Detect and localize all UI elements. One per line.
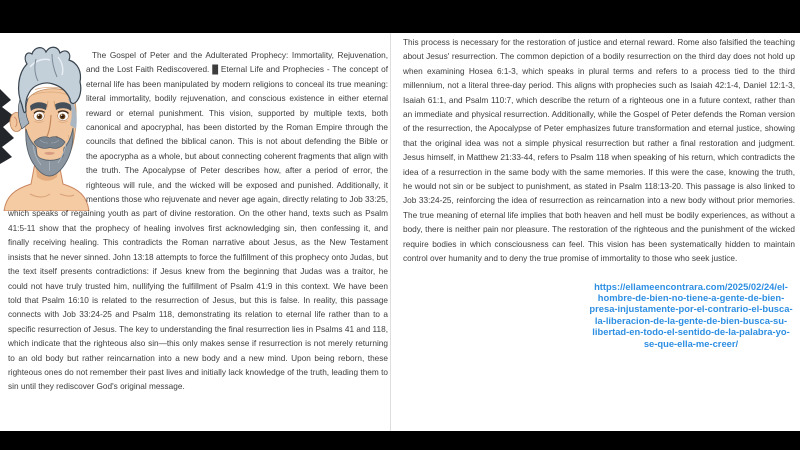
left-column (8, 49, 388, 395)
left-paragraph: The Gospel of Peter and the Adulterated Prophecy: Immortality, Rejuvenation, and the Lost Faith Rediscovered. █ Eternal Life and Prophecies - The concept of eternal life has been manipulated by modern religions to conceal its true meaning: literal immortality, bodily rejuvenation, and conscious existence in either eternal reward or eternal punishment. This vision, supported by multiple texts, both canonical and apocryphal, has been distorted by the Roman Empire through the councils that defined the biblical canon. This is not about defending the Bible or the apocrypha as a whole, but about connecting coherent fragments that align with the truth. The Apocalypse of Peter describes how, after a period of error, the righteous will rule, and the wicked will be exposed and punished. Additionally, it mentions those who rejuvenate and never age again, directly relating to Job 33:25, which speaks of regaining youth as part of divine restoration. On the other hand, texts such as Psalm 41:5-11 show that the prophecy of healing involves first acknowledging sin, then confessing it, and finally receiving healing. This contradicts the Roman narrative about Jesus, as the New Testament insists that he never sinned. John 13:18 attempts to force the fulfillment of this prophecy onto Judas, but the text itself presents contradictions: if Jesus knew from the beginning that Judas was a traitor, he could not have truly trusted him, nullifying the fulfillment of Psalm 41:9 in this context. We have been told that Psalm 16:10 is related to the resurrection of Jesus, but this is false. In reality, this passage connects with Job 33:24-25 and Psalm 118, demonstrating its relation to eternal life rather than to a specific resurrection of Jesus. The key to understanding the final resurrection lies in Psalms 41 and 118, which indicate that the righteous also sin—this only makes sense if resurrection is not merely returning to an old body but rather reincarnation into a new body and a new mind. Upon being reborn, these righteous ones do not remember their past lives and initially lack knowledge of the truth, leading them to sin until they rediscover God's original message. (8, 51, 388, 392)
column-divider (390, 33, 391, 431)
letterbox-top-bar (0, 0, 800, 33)
right-paragraph: This process is necessary for the restoration of justice and eternal reward. Rome also falsified the teaching about Jesus' resurrection. The common depiction of a bodily resurrection on the third day does not hold up when examining Hosea 6:1-3, which speaks in plural terms and refers to a process tied to the third millennium, not a literal three-day period. This aligns with prophecies such as Isaiah 42:1-4, Daniel 12:1-3, Isaiah 61:1, and Psalm 110:7, which describe the return of a righteous one in a future context, rather than an immediate and physical resurrection. Additionally, while the Gospel of Peter defends the Roman version of the resurrection, the Apocalypse of Peter emphasizes future transformation and eternal justice, showing that the original idea was not a simple physical resurrection but rather a final restoration and judgment. Jesus himself, in Matthew 21:33-44, refers to Psalm 118 when speaking of his return, which contradicts the idea of a resurrection in the same body with the same memories. If this were the case, knowing the truth, he would not sin or be subject to punishment, as stated in Psalm 118:13-20. This passage is also linked to Job 33:24-25, reinforcing the idea of resurrection as reincarnation into a new body without prior memories. The true meaning of eternal life implies that both heaven and hell must be bodily experiences, as without a body, there is neither pain nor pleasure. The restoration of the righteous and the punishment of the wicked require bodies in which consciousness can feel. This vision has been systematically hidden to maintain control over humanity and to deny the true promise of immortality to those who seek justice. (403, 38, 795, 264)
avatar-float-spacer (8, 49, 86, 195)
article-url-link[interactable]: https://ellameencontrara.com/2025/02/24/el-hombre-de-bien-no-tiene-a-gente-de-bien-presa-injustamente-por-el-contrario-el-busca-la-liberacion-de-la-gente-de-bien-busca-su-libertad-en-todo-el-sentido-de-la-palabra-yo-se-que-ella-me-creer/ (589, 280, 793, 349)
letterbox-bottom-bar (0, 431, 800, 450)
right-column (403, 36, 795, 349)
